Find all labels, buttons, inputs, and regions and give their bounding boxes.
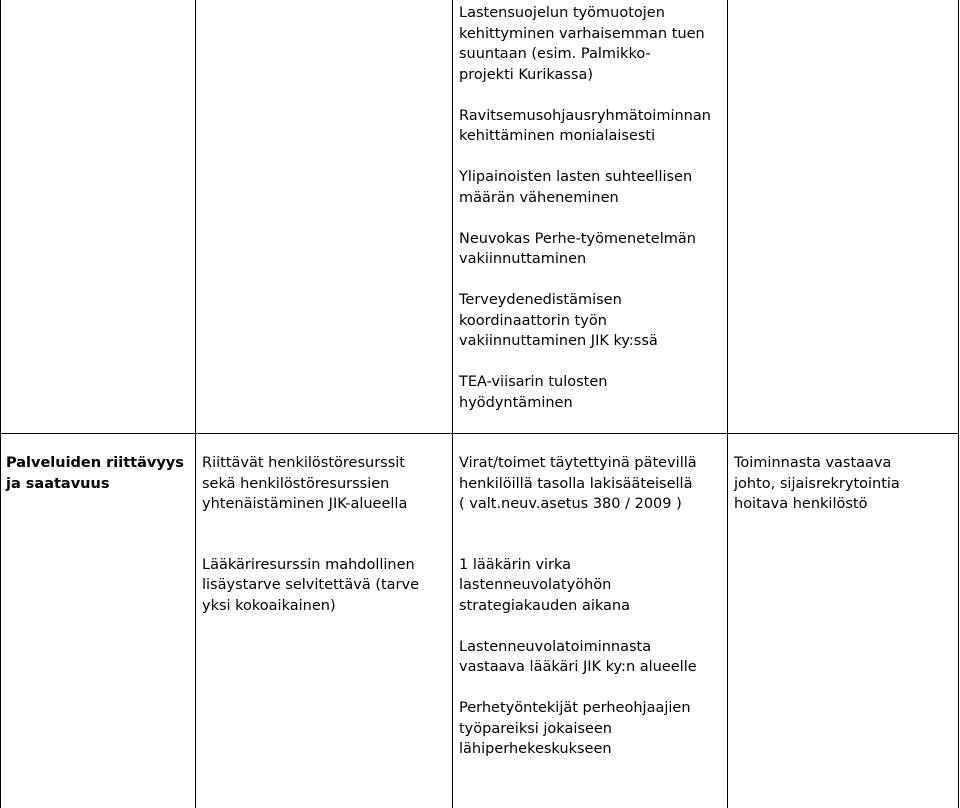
section-responsible-line: hoitava henkilöstö (734, 496, 868, 512)
section-measure-line: työpareiksi jokaiseen (459, 720, 612, 737)
section-measure-line: lastenneuvolatyöhön (459, 577, 612, 593)
column-divider-2 (452, 0, 453, 808)
section-measure-line: lähiperhekeskukseen (459, 741, 612, 757)
section-measure-paragraph (459, 637, 697, 678)
section-measure-line: strategiakauden aikana (459, 597, 630, 614)
section-objective-line: yksi kokoaikainen) (202, 597, 336, 614)
section-measure-line: vastaava lääkäri JIK ky:n alueelle (459, 659, 697, 675)
top-objective-line: Neuvokas Perhe-työmenetelmän (459, 230, 696, 247)
top-objective-line: Terveydenedistämisen (459, 292, 622, 308)
top-objective-paragraph (459, 229, 711, 270)
section-measure-line: Lastenneuvolatoiminnasta (459, 638, 652, 655)
section-objective-line: Riittävät henkilöstöresurssit (202, 455, 405, 471)
section-heading-line: Palveluiden riittävyys (6, 455, 184, 471)
section-objective-paragraph (202, 555, 419, 617)
section-objective-line: yhtenäistäminen JIK-alueella (202, 496, 408, 512)
section-heading-line: ja saatavuus (6, 475, 110, 492)
top-objective-line: Lastensuojelun työmuotojen (459, 5, 665, 21)
top-objective-line: projekti Kurikassa) (459, 66, 594, 83)
top-objective-paragraph (459, 106, 711, 147)
section-measure-line: 1 lääkärin virka (459, 556, 572, 573)
section-responsible-paragraph (734, 453, 900, 515)
section-measures-cell (459, 453, 697, 760)
section-measure-line: henkilöillä tasolla lakisääteisellä (459, 475, 693, 492)
section-measure-paragraph (459, 698, 697, 760)
top-objective-line: hyödyntäminen (459, 394, 573, 411)
top-objective-line: TEA-viisarin tulosten (459, 374, 608, 390)
section-responsible-line: johto, sijaisrekrytointia (734, 475, 900, 492)
row-divider (0, 433, 959, 434)
top-objective-paragraph (459, 290, 711, 352)
table-border-left (0, 0, 1, 808)
column-divider-1 (195, 0, 196, 808)
top-objective-line: koordinaattorin työn (459, 312, 607, 329)
section-measure-line: ( valt.neuv.asetus 380 / 2009 ) (459, 496, 682, 512)
top-objective-line: määrän väheneminen (459, 189, 619, 206)
top-objective-line: Ylipainoisten lasten suhteellisen (459, 169, 693, 185)
section-objective-paragraph (202, 453, 419, 515)
section-objectives-cell (202, 453, 419, 616)
top-objective-line: kehittyminen varhaisemman tuen (459, 25, 705, 42)
section-objective-line: Lääkäriresurssin mahdollinen (202, 556, 415, 573)
column-divider-3 (727, 0, 728, 808)
top-objective-line: kehittäminen monialaisesti (459, 128, 656, 144)
section-responsible-line: Toiminnasta vastaava (734, 455, 892, 471)
top-objective-line: vakiinnuttaminen (459, 251, 587, 267)
section-responsible-cell (734, 453, 900, 515)
top-objective-paragraph (459, 167, 711, 208)
section-measure-line: Perhetyöntekijät perheohjaajien (459, 700, 691, 716)
top-objective-line: suuntaan (esim. Palmikko- (459, 46, 651, 62)
section-objective-line: sekä henkilöstöresurssien (202, 475, 390, 492)
top-objective-line: Ravitsemusohjausryhmätoiminnan (459, 107, 711, 124)
top-objective-paragraph (459, 3, 711, 85)
section-measure-paragraph (459, 555, 697, 617)
top-objective-line: vakiinnuttaminen JIK ky:ssä (459, 333, 658, 349)
top-row-objectives-cell (459, 3, 711, 413)
top-objective-paragraph (459, 372, 711, 413)
table-border-right (958, 0, 959, 808)
section-heading-cell (6, 453, 184, 494)
section-measure-line: Virat/toimet täytettyinä pätevillä (459, 455, 697, 471)
section-heading-paragraph (6, 453, 184, 494)
section-objective-line: lisäystarve selvitettävä (tarve (202, 577, 420, 593)
section-measure-paragraph (459, 453, 697, 515)
